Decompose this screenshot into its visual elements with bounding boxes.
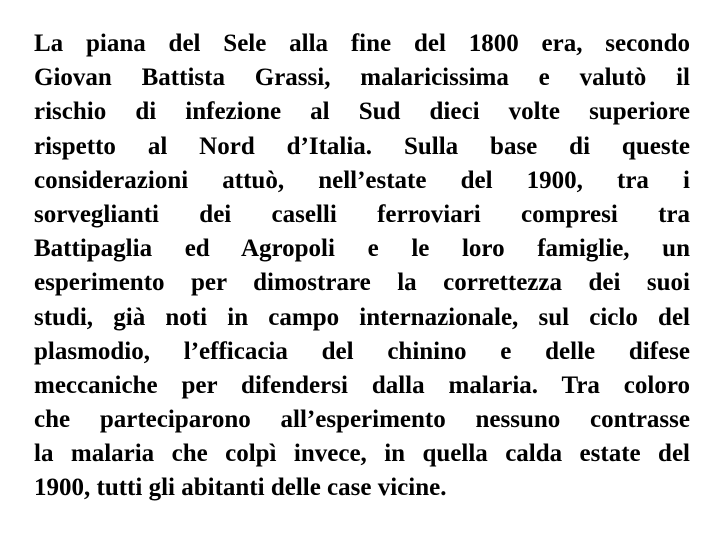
- text-line: la malaria che colpì invece, in quella calda estate del: [34, 440, 690, 468]
- text-line: sorveglianti dei caselli ferroviari compresi tra: [34, 200, 690, 228]
- text-line-last: 1900, tutti gli abitanti delle case vicine.: [34, 474, 447, 502]
- text-line: rispetto al Nord d’Italia. Sulla base di queste: [34, 132, 690, 160]
- text-line: esperimento per dimostrare la correttezza dei suoi: [34, 269, 690, 297]
- text-line: studi, già noti in campo internazionale, sul ciclo del: [34, 303, 690, 331]
- text-line: meccaniche per difendersi dalla malaria. Tra coloro: [34, 371, 690, 399]
- text-line: rischio di infezione al Sud dieci volte superiore: [34, 98, 690, 126]
- body-paragraph: [34, 27, 690, 506]
- text-line: che parteciparono all’esperimento nessuno contrasse: [34, 406, 690, 434]
- text-line: considerazioni attuò, nell’estate del 1900, tra i: [34, 166, 690, 194]
- text-line: Battipaglia ed Agropoli e le loro famiglie, un: [34, 235, 690, 263]
- text-line: plasmodio, l’efficacia del chinino e delle difese: [34, 337, 690, 365]
- text-line: Giovan Battista Grassi, malaricissima e valutò il: [34, 64, 690, 92]
- text-line: La piana del Sele alla fine del 1800 era, secondo: [34, 30, 690, 57]
